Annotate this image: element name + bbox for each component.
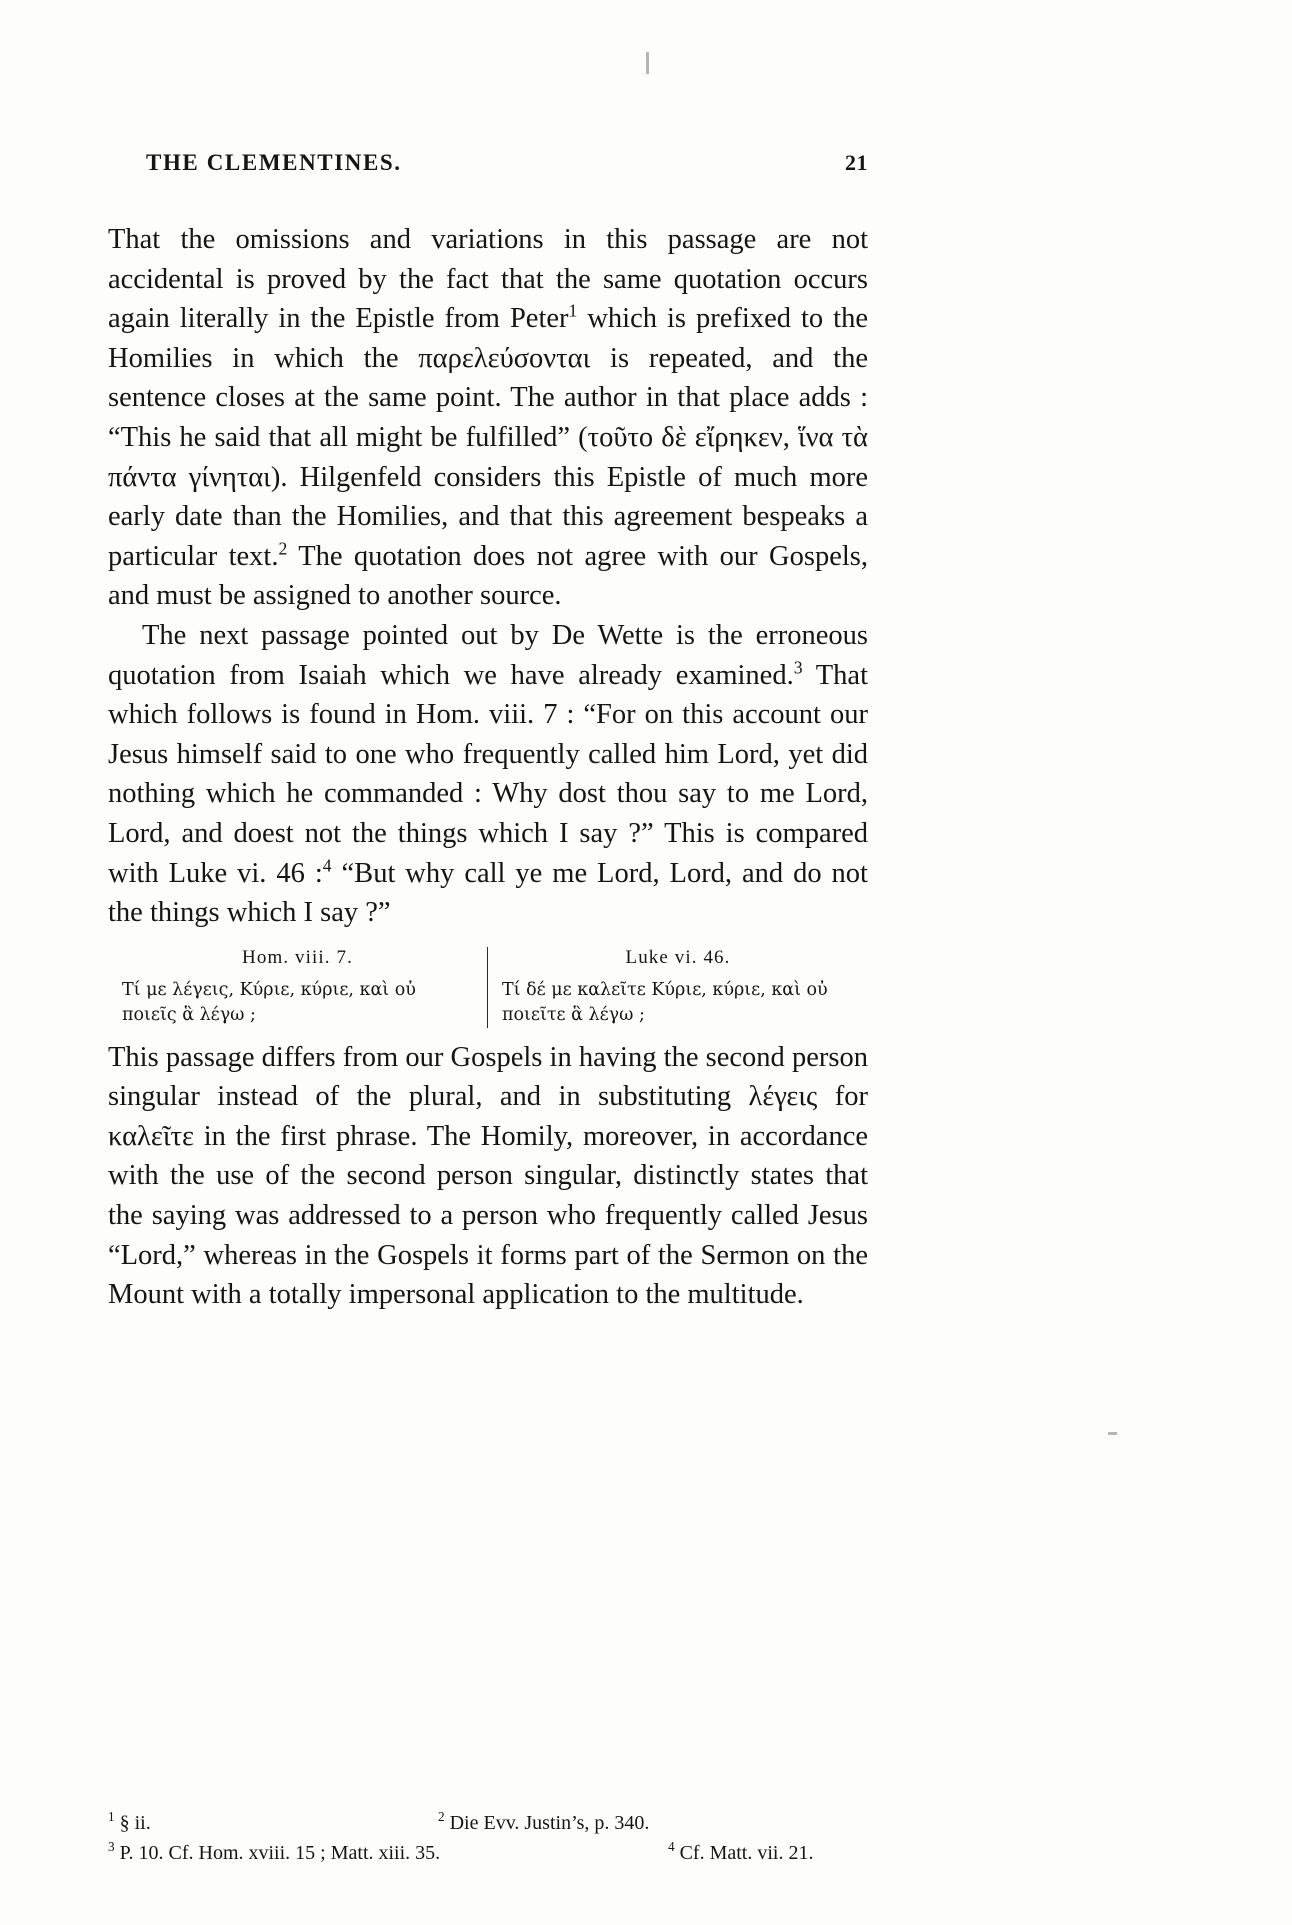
paragraph-1-part-b: which is prefixed to the Homilies in which the παρελεύσονται is repeated, and the sentence closes at the same point. The author in that place adds : “This he said that all might be fulfilled” (τοῦτο δὲ εἴρηκεν, ἵνα τὰ πάντα γίνηται). Hilgenfeld considers this Epistle of much more early date than the Homilies, and that this agreement bespeaks a particular text. xyxy=(108,303,868,572)
page-header xyxy=(108,150,868,176)
footnote-row-1 xyxy=(108,1808,898,1838)
footnote-3-text: P. 10. Cf. Hom. xviii. 15 ; Matt. xiii. 35. xyxy=(119,1842,441,1864)
page-content xyxy=(108,150,868,1315)
footnote-ref-4[interactable]: 4 xyxy=(322,855,332,875)
paragraph-2-part-b: That which follows is found in Hom. viii. 7 : “For on this account our Jesus himself said to one who frequently called him Lord, yet did nothing which he commanded : Why dost thou say to me Lord, Lord, and doest not the things which I say ?” This is compared with Luke vi. 46 : xyxy=(108,659,868,889)
paragraph-2 xyxy=(108,616,868,933)
paragraph-1 xyxy=(108,220,868,616)
parallel-column-homily xyxy=(108,947,488,1028)
parallel-text-luke: Τί δέ με καλεῖτε Κύριε, κύριε, καὶ οὐ ποιεῖτε ἃ λέγω ; xyxy=(502,979,828,1025)
footnote-3-mark: 3 xyxy=(108,1839,115,1855)
footnote-2-text: Die Evv. Justin’s, p. 340. xyxy=(449,1812,650,1834)
parallel-text-homily: Τί με λέγεις, Κύριε, κύριε, καὶ οὐ ποιεῖς ἃ λέγω ; xyxy=(122,979,416,1025)
footnote-4-mark: 4 xyxy=(668,1839,675,1855)
parallel-heading-luke: Luke vi. 46. xyxy=(625,946,731,968)
parallel-heading-homily: Hom. viii. 7. xyxy=(242,946,353,968)
footnote-row-2 xyxy=(108,1838,898,1868)
page-speck xyxy=(646,52,649,74)
page-speck xyxy=(1108,1432,1117,1435)
footnote-3 xyxy=(108,1838,668,1868)
footnote-ref-1[interactable]: 1 xyxy=(568,300,578,321)
paragraph-2-part-c: “But why call ye me Lord, Lord, and do not the things which I say ?” xyxy=(108,857,868,929)
footnote-2-mark: 2 xyxy=(438,1809,445,1825)
footnote-2 xyxy=(438,1808,898,1838)
paragraph-3: This passage differs from our Gospels in having the second person singular instead of the plural, and in substituting λέγεις for καλεῖτε in the first phrase. The Homily, moreover, in accordance with the use of the second person singular, distinctly states that the saying was addressed to a person who frequently called Jesus “Lord,” whereas in the Gospels it forms part of the Sermon on the Mount with a totally impersonal application to the multitude. xyxy=(108,1041,868,1311)
footnote-ref-3[interactable]: 3 xyxy=(793,657,803,678)
footnote-1-text: § ii. xyxy=(119,1812,151,1834)
footnote-4-text: Cf. Matt. vii. 21. xyxy=(679,1842,814,1864)
footnotes-block xyxy=(108,1808,898,1868)
parallel-column-luke xyxy=(488,947,868,1028)
paragraph-2-part-a: The next passage pointed out by De Wette is the erroneous quotation from Isaiah which we have already examined. xyxy=(108,619,868,691)
footnote-4 xyxy=(668,1838,898,1868)
footnote-1-mark: 1 xyxy=(108,1809,115,1825)
paragraph-1-part-c: The quotation does not agree with our Gospels, and must be assigned to another source. xyxy=(108,540,869,612)
footnote-1 xyxy=(108,1808,438,1838)
paragraph-1-part-a: That the omissions and variations in this passage are not accidental is proved by the fact that the same quotation occurs again literally in the Epistle from Peter xyxy=(108,224,868,335)
page-number: 21 xyxy=(845,150,868,175)
running-title: THE CLEMENTINES. xyxy=(146,150,402,175)
footnote-ref-2[interactable]: 2 xyxy=(278,538,288,559)
parallel-quotation-table xyxy=(108,947,868,1028)
